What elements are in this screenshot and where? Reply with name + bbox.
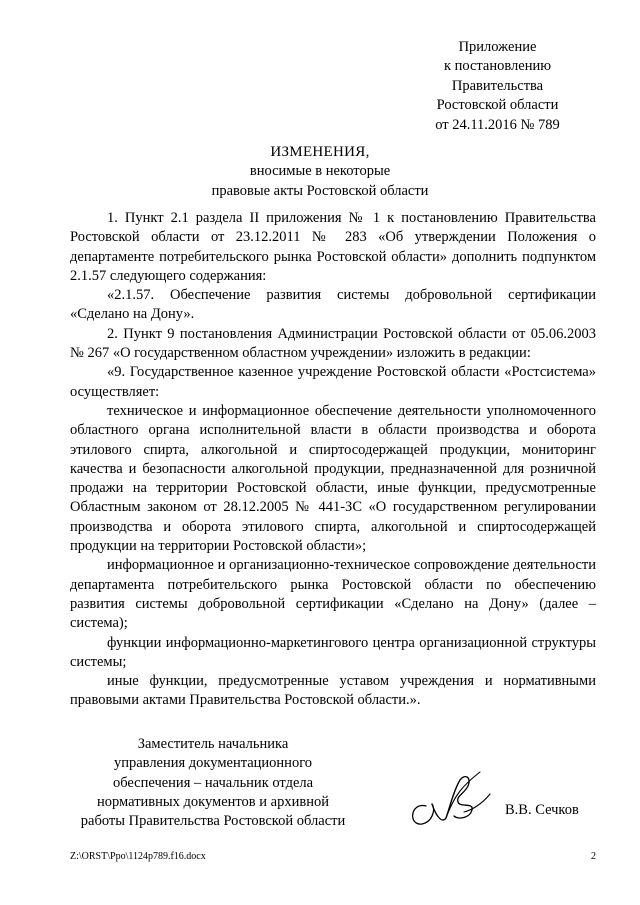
appendix-line: Правительства (451, 77, 544, 94)
handwritten-signature (402, 766, 494, 832)
signatory-line: нормативных документов и архивной (97, 793, 329, 810)
appendix-line: к постановлению (443, 58, 552, 75)
body-paragraph: функции информационно-маркетингового центра организационной структуры системы; (70, 634, 596, 670)
signatory-line: управления документационного (113, 755, 313, 772)
body-paragraph: «9. Государственное казенное учреждение Ростовской области «Ростсистема» осуществляет: (70, 364, 596, 400)
title-line: вносимые в некоторые (249, 163, 391, 180)
body-paragraph: «2.1.57. Обеспечение развития системы добровольной сертификации «Сделано на Дону». (70, 287, 596, 323)
body-paragraph: 1. Пункт 2.1 раздела II приложения № 1 к постановлению Правительства Ростовской области от 23.12.2011 № 283 «Об утверждении Положения о департаменте потребительского рынка Ростовской области» дополнить подпунктом 2.1.57 следующего содержания: (70, 210, 596, 284)
appendix-line: Приложение (458, 39, 537, 55)
file-path: Z:\ORST\Ppo\1124p789.f16.docx (70, 851, 206, 862)
signer-name: В.В. Сечков (505, 802, 579, 818)
document-title (0, 143, 640, 201)
signatory-line: обеспечения – начальник отдела (112, 774, 314, 791)
body-paragraph: информационное и организационно-техническое сопровождение деятельности департамента потребительского рынка Ростовской области по обеспечению развития системы добровольной сертификации «Сделано на Дону» (далее – система); (70, 557, 596, 632)
signatory-line: работы Правительства Ростовской области (80, 813, 346, 830)
body-paragraph: 2. Пункт 9 постановления Администрации Ростовской области от 05.06.2003 № 267 «О государственном областном учреждении» изложить в редакции: (70, 325, 596, 362)
appendix-line: Ростовской области (436, 97, 559, 114)
body-paragraph: техническое и информационное обеспечение деятельности уполномоченного областного органа исполнительной власти в области производства и оборота этилового спирта, алкогольной и спиртосодержащей продукции, мониторинг качества и безопасности алкогольной продукции, предназначенной для розничной продажи на территории Ростовской области, иные функции, предусмотренные Областным законом от 28.12.2005 № 441-ЗС «О государственном регулировании производства и оборота этилового спирта, алкогольной и спиртосодержащей продукции на территории Ростовской области»; (70, 402, 596, 555)
signatory-line: Заместитель начальника (137, 736, 289, 752)
signatory-position (70, 735, 356, 831)
body-paragraph: иные функции, предусмотренные уставом учреждения и нормативными правовыми актами Правительства Ростовской области.». (70, 673, 596, 709)
appendix-line: от 24.11.2016 № 789 (435, 116, 560, 133)
title-heading: ИЗМЕНЕНИЯ, (270, 144, 370, 160)
appendix-header (410, 38, 585, 135)
page-number: 2 (591, 851, 596, 862)
title-line: правовые акты Ростовской области (211, 182, 429, 199)
document-body (70, 209, 596, 711)
